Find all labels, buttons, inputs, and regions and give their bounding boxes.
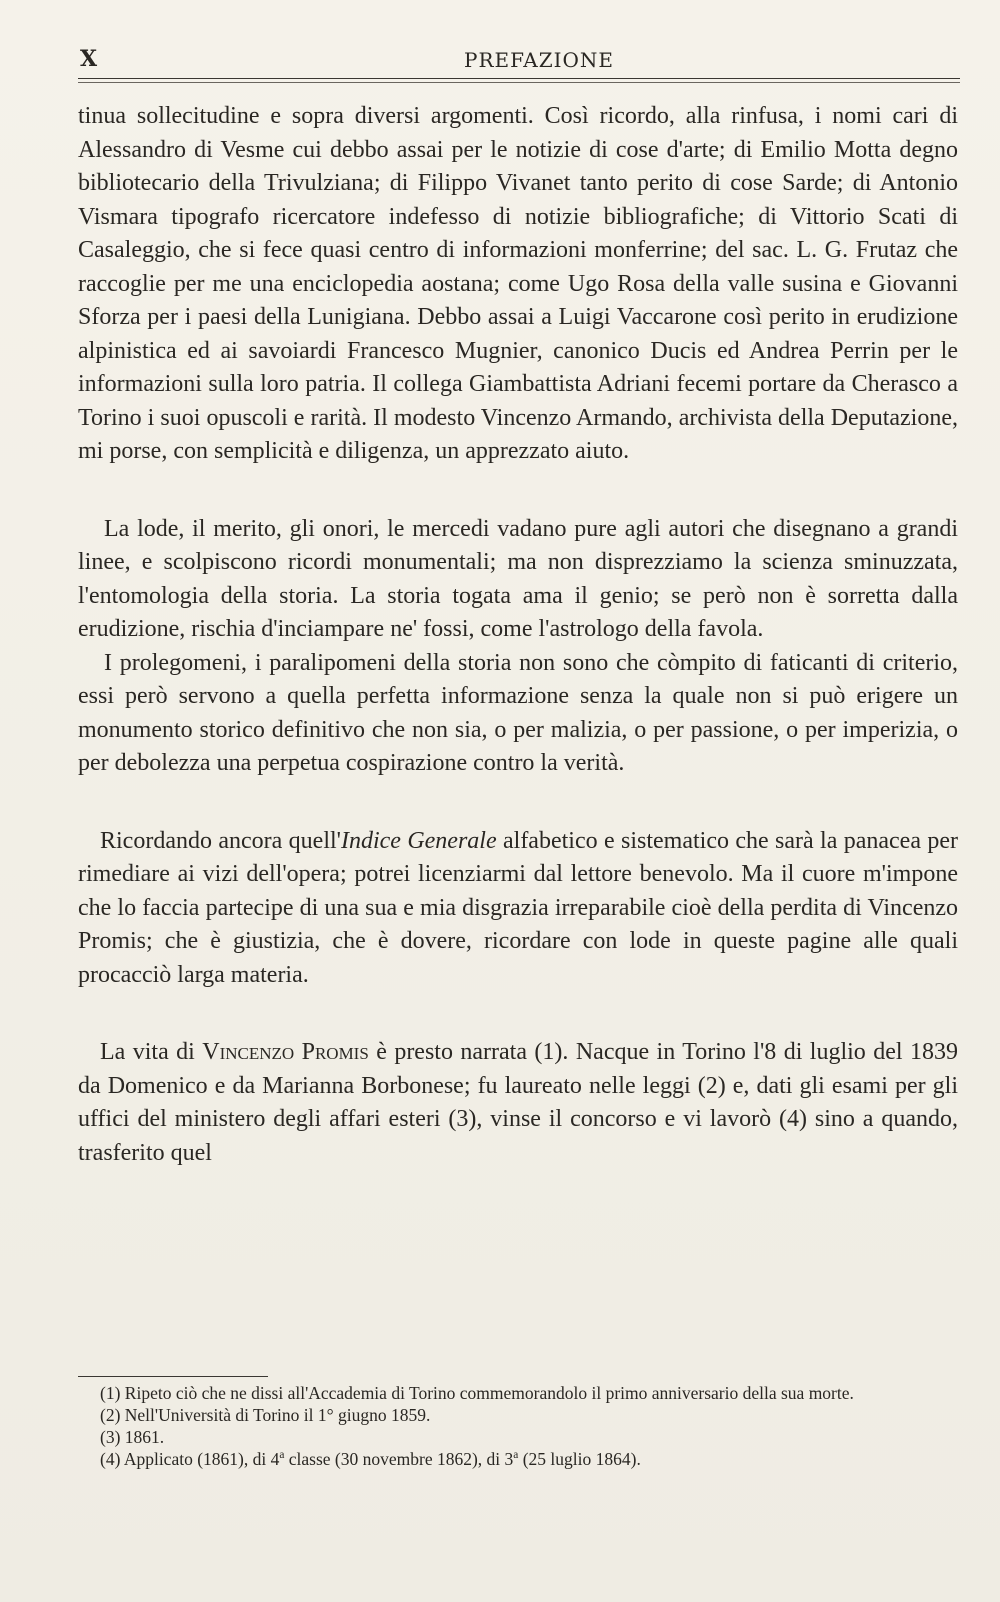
footnote-4-sup-1: a (279, 1449, 285, 1462)
header-rule (78, 78, 960, 79)
footnotes (78, 1382, 958, 1470)
header-rule-secondary (78, 82, 960, 83)
footnote-4-text-a: (4) Applicato (1861), di 4 (100, 1449, 280, 1469)
footnote-3: (3) 1861. (100, 1427, 165, 1447)
page-number: X (80, 46, 98, 72)
vincenzo-promis-name: Vincenzo Promis (202, 1039, 369, 1065)
paragraph-continuation: tinua sollecitudine e sopra diversi argomenti. Così ricordo, alla rinfusa, i nomi cari di Alessandro di Vesme cui debbo assai per le notizie di cose d'arte; di Emilio Motta degno bibliotecario della Trivulziana; di Filippo Vivanet tanto perito di cose Sarde; di Antonio Vismara tipografo ricercatore indefesso di notizie bibliografiche; di Vittorio Scati di Casaleggio, che si fece quasi centro di informazioni monferrine; del sac. L. G. Frutaz che raccoglie per me una enciclopedia aostana; come Ugo Rosa della valle susina e Giovanni Sforza per i paesi della Lunigiana. Debbo assai a Luigi Vaccarone così perito in erudizione alpinistica ed ai savoiardi Francesco Mugnier, canonico Ducis ed Andrea Perrin per le informazioni sulla loro patria. Il collega Giambattista Adriani fecemi portare da Cherasco a Torino i suoi opuscoli e rarità. Il modesto Vincenzo Armando, archivista della Deputazione, mi porse, con semplicità e diligenza, un apprezzato aiuto. (78, 103, 958, 464)
ricordando-text-b: alfabetico e sistematico che sarà la panacea per rimediare ai vizi dell'opera; potrei licenziarmi dal lettore benevolo. Ma il cuore m'impone che lo faccia partecipe di una sua e mia disgrazia irreparabile cioè della perdita di Vincenzo Promis; che è giustizia, che è dovere, ricordare con lode in queste pagine alle quali procacciò larga materia. (78, 827, 959, 988)
vita-text-a: La vita di (100, 1039, 203, 1065)
paragraph-lode: La lode, il merito, gli onori, le mercedi vadano pure agli autori che disegnano a grandi linee, e scolpiscono ricordi monumentali; ma non disprezziamo la scienza sminuzzata, l'entomologia della storia. La storia togata ama il genio; se però non è sorretta dalla erudizione, rischia d'inciampare ne' fossi, come l'astrologo della favola. (78, 515, 958, 642)
paragraph-prolegomeni: I prolegomeni, i paralipomeni della storia non sono che còmpito di faticanti di criterio, essi però servono a quella perfetta informazione senza la quale non si può erigere un monumento storico definitivo che non sia, o per malizia, o per passione, o per imperizia, o per debolezza una perpetua cospirazione contro la verità. (78, 649, 958, 776)
footnote-4-text-b: classe (30 novembre 1862), di 3 (284, 1449, 514, 1469)
indice-generale-title: Indice Generale (340, 827, 497, 854)
running-head: PREFAZIONE (464, 48, 614, 72)
paragraph-ricordando (78, 825, 958, 993)
footnote-rule (78, 1376, 268, 1377)
page-header (78, 44, 960, 80)
vita-text-b: è presto narrata (1). Nacque in Torino l'8 di luglio del 1839 da Domenico e da Marianna Borbonese; fu laureato nelle leggi (2) e, dati gli esami per gli uffici del ministero degli affari esteri (3), vinse il concorso e vi lavorò (4) sino a quando, trasferito quel (78, 1039, 958, 1166)
footnote-4 (78, 1448, 958, 1470)
ricordando-text-a: Ricordando ancora quell' (100, 827, 341, 854)
body-text (78, 100, 958, 1170)
footnote-1: (1) Ripeto ciò che ne dissi all'Accademia di Torino commemorandolo il primo anniversario della sua morte. (100, 1383, 854, 1403)
footnote-2: (2) Nell'Università di Torino il 1° giugno 1859. (100, 1405, 431, 1425)
footnote-4-sup-2: a (513, 1449, 519, 1462)
paragraph-vita (78, 1036, 958, 1170)
footnote-4-text-c: (25 luglio 1864). (518, 1449, 641, 1469)
